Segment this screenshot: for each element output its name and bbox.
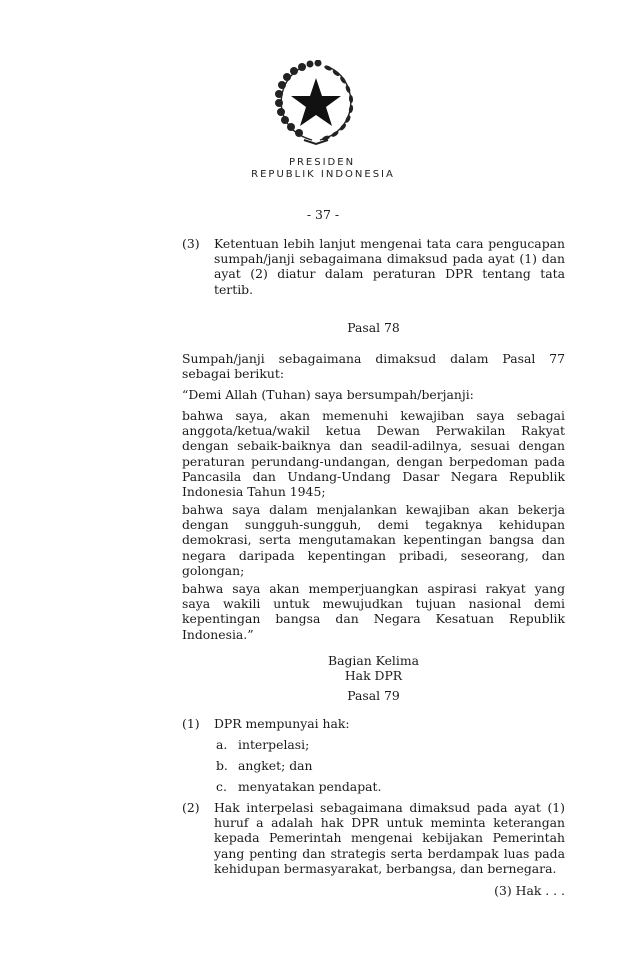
oath-paragraph-3: bahwa saya akan memperjuangkan aspirasi rakyat yang saya wakili untuk mewujudkan tujuan nasional demi kepentingan bangsa dan Negara Kesatuan Republik Indonesia.”	[182, 581, 565, 642]
sub-item-text: interpelasi;	[238, 737, 310, 752]
pasal-79-title: Pasal 79	[347, 688, 400, 703]
garuda-star-emblem-icon	[272, 60, 360, 146]
item-3-block	[182, 236, 565, 297]
sub-item-label: a.	[216, 737, 228, 752]
item-text: Hak interpelasi sebagaimana dimaksud pada ayat (1) huruf a adalah hak DPR untuk meminta keterangan kepada Pemerintah mengenai kebijakan Pemerintah yang penting dan strategis serta berdampak luas pada kehidupan bermasyarakat, berbangsa, dan bernegara.	[214, 800, 565, 876]
pasal-78-title: Pasal 78	[347, 320, 400, 335]
sub-item-text: angket; dan	[238, 758, 313, 773]
item-text: Ketentuan lebih lanjut mengenai tata cara pengucapan sumpah/janji sebagaimana dimaksud pada ayat (1) dan ayat (2) diatur dalam peraturan DPR tentang tata tertib.	[214, 236, 565, 297]
sub-item-label: b.	[216, 758, 228, 773]
continuation-marker: (3) Hak . . .	[494, 883, 565, 898]
page-number: - 37 -	[306, 207, 340, 222]
item-text: DPR mempunyai hak:	[214, 716, 350, 731]
sub-item-a	[182, 737, 565, 752]
bagian-subtitle: Hak DPR	[344, 668, 403, 683]
bagian-title: Bagian Kelima	[327, 653, 419, 668]
header-title-presiden: PRESIDEN	[288, 157, 356, 168]
pasal-78-intro: Sumpah/janji sebagaimana dimaksud dalam Pasal 77 sebagai berikut:	[182, 351, 565, 382]
oath-opening: “Demi Allah (Tuhan) saya bersumpah/berjanji:	[182, 387, 474, 402]
item-number: (2)	[182, 800, 200, 815]
sub-item-b	[182, 758, 565, 773]
header-title-republik: REPUBLIK INDONESIA	[251, 169, 395, 180]
oath-paragraph-1: bahwa saya, akan memenuhi kewajiban saya sebagai anggota/ketua/wakil ketua Dewan Perwakilan Rakyat dengan sebaik-baiknya dan seadil-adilnya, sesuai dengan peraturan perundang-undangan, dengan berpedoman pada Pancasila dan Undang-Undang Dasar Negara Republik Indonesia Tahun 1945;	[182, 408, 565, 500]
pasal-79-item-2	[182, 800, 565, 876]
pasal-79-item-1	[182, 716, 565, 731]
item-number: (3)	[182, 236, 200, 251]
sub-item-c	[182, 779, 565, 794]
sub-item-label: c.	[216, 779, 227, 794]
oath-paragraph-2: bahwa saya dalam menjalankan kewajiban akan bekerja dengan sungguh-sungguh, demi tegaknya kehidupan demokrasi, serta mengutamakan kepentingan bangsa dan negara daripada kepentingan pribadi, seseorang, dan golongan;	[182, 502, 565, 578]
item-number: (1)	[182, 716, 200, 731]
sub-item-text: menyatakan pendapat.	[238, 779, 382, 794]
